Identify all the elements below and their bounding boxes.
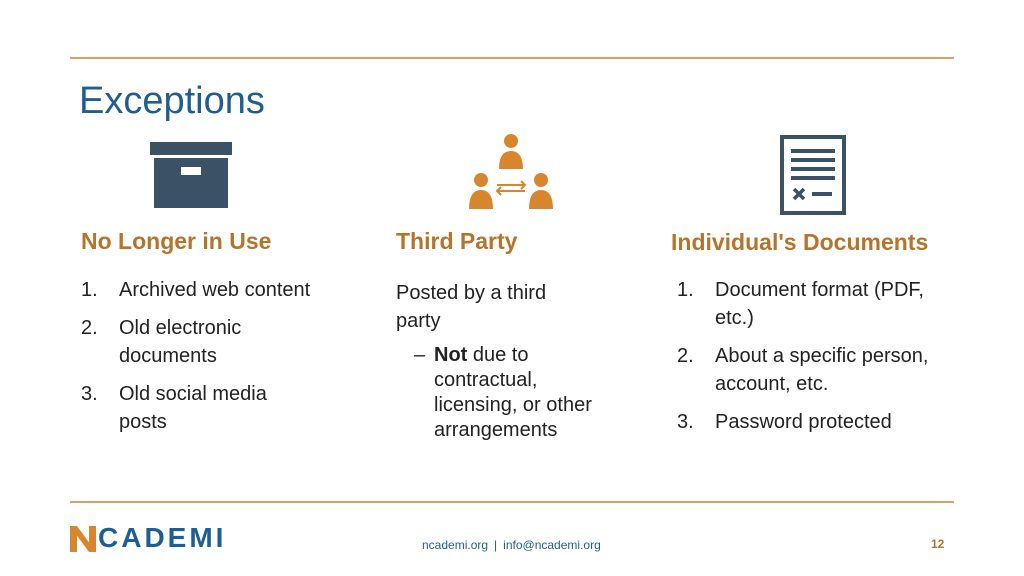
list-text: Document format (PDF, etc.) [715,279,924,329]
list-number: 1. [677,279,694,301]
ncademi-logo-icon [70,524,96,556]
list-text: About a specific person, account, etc. [715,345,929,395]
third-party-text: Posted by a third party [396,282,547,332]
list-item [81,276,311,304]
footer-links [422,538,601,552]
list-item [677,276,947,332]
bottom-divider [70,501,954,503]
website-link[interactable]: ncademi.org [422,538,489,552]
top-divider [70,57,954,59]
list-number: 3. [677,411,694,433]
emphasis-not: Not [434,344,468,366]
list-text: Archived web content [119,279,311,301]
document-form-icon [780,135,846,215]
footer-separator: | [494,538,498,552]
list-text: Old electronic documents [119,317,242,367]
slide-title: Exceptions [79,80,265,122]
individuals-documents-list [677,276,947,446]
list-number: 3. [81,383,98,405]
heading-no-longer-in-use: No Longer in Use [81,228,272,254]
list-text: Old social media posts [119,383,267,433]
archive-box-icon [150,142,232,208]
list-text: Password protected [715,411,892,433]
third-party-subpoint [414,343,624,443]
no-longer-in-use-list [81,276,311,446]
dash-marker: – [414,344,426,366]
list-item [677,342,947,398]
email-link[interactable]: info@ncademi.org [503,538,601,552]
list-number: 2. [81,317,98,339]
heading-third-party: Third Party [396,228,518,254]
list-item [81,314,311,370]
heading-individuals-documents: Individual's Documents [671,229,929,255]
subpoint-text: due to contractual, licensing, or other arrangements [434,344,592,441]
logo-wordmark: CADEMI [98,522,227,553]
list-item [677,408,947,436]
page-number: 12 [931,537,945,551]
list-number: 2. [677,345,694,367]
list-item [81,380,311,436]
list-number: 1. [81,279,98,301]
third-party-people-icon [466,133,556,211]
